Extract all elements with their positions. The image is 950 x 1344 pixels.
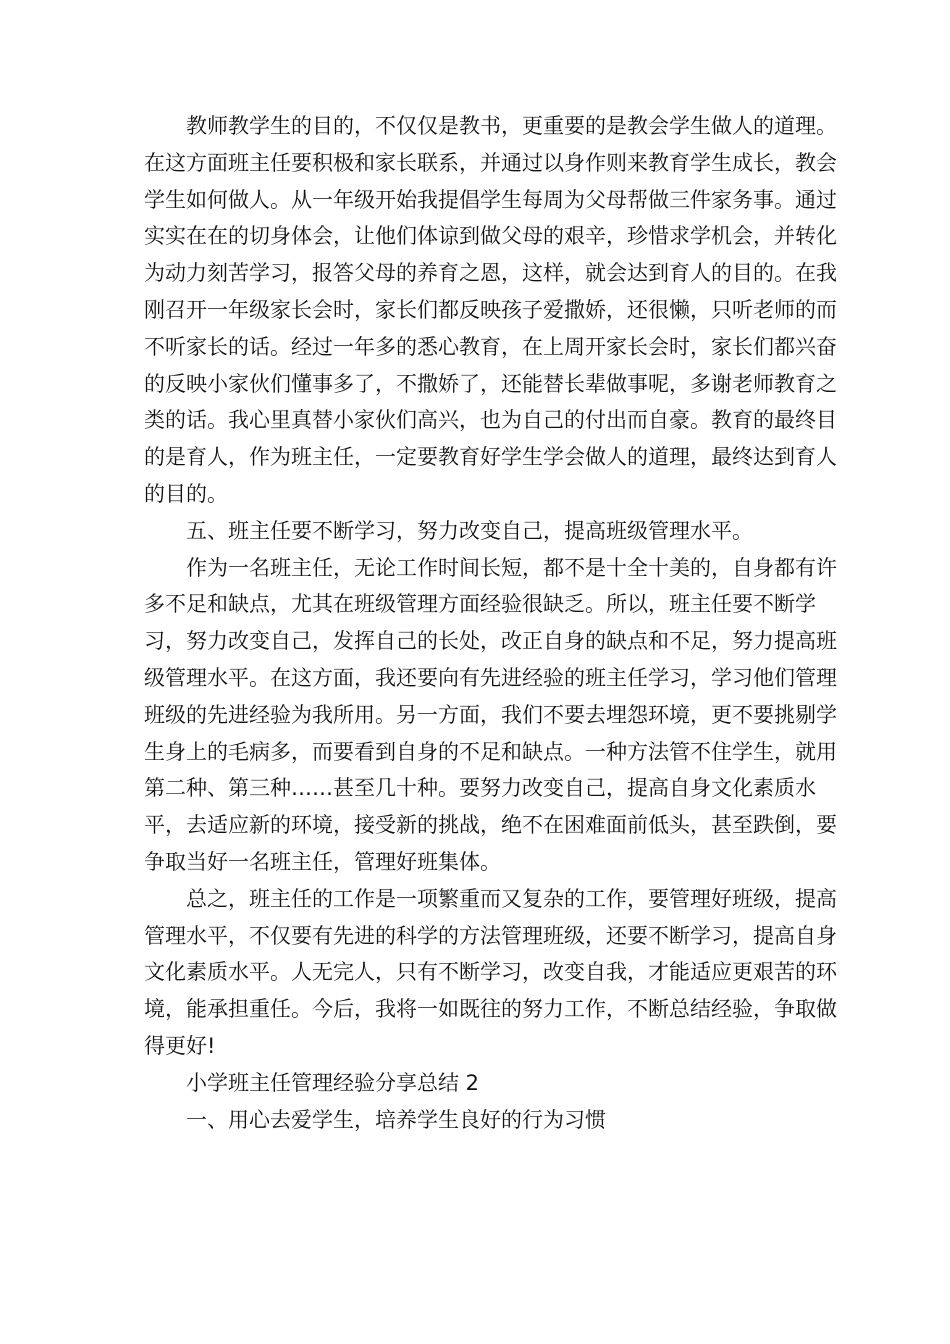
article-title: 小学班主任管理经验分享总结 2 bbox=[186, 1070, 480, 1095]
paragraph-3: 总之，班主任的工作是一项繁重而又复杂的工作，要管理好班级，提高管理水平，不仅要有先进的科学的方法管理班级，还要不断学习，提高自身文化素质水平。人无完人，只有不断学习，改变自我，才能适应更艰苦的环境，能承担重任。今后，我将一如既往的努力工作，不断总结经验，争取做得更好! bbox=[144, 886, 837, 1058]
paragraph-1: 教师教学生的目的，不仅仅是教书，更重要的是教会学生做人的道理。在这方面班主任要积极和家长联系，并通过以身作则来教育学生成长，教会学生如何做人。从一年级开始我提倡学生每周为父母帮做三件家务事。通过实实在在的切身体会，让他们体谅到做父母的艰辛，珍惜求学机会，并转化为动力刻苦学习，报答父母的养育之恩，这样，就会达到育人的目的。在我刚召开一年级家长会时，家长们都反映孩子爱撒娇，还很懒，只听老师的而不听家长的话。经过一年多的悉心教育，在上周开家长会时，家长们都兴奋的反映小家伙们懂事多了，不撒娇了，还能替长辈做事呢，多谢老师教育之类的话。我心里真替小家伙们高兴，也为自己的付出而自豪。教育的最终目的是育人，作为班主任，一定要教育好学生学会做人的道理，最终达到育人的目的。 bbox=[144, 114, 837, 506]
paragraph-2: 作为一名班主任，无论工作时间长短，都不是十全十美的，自身都有许多不足和缺点，尤其在班级管理方面经验很缺乏。所以，班主任要不断学习，努力改变自己，发挥自己的长处，改正自身的缺点和不足，努力提高班级管理水平。在这方面，我还要向有先进经验的班主任学习，学习他们管理班级的先进经验为我所用。另一方面，我们不要去埋怨环境，更不要挑剔学生身上的毛病多，而要看到自身的不足和缺点。一种方法管不住学生，就用第二种、第三种……甚至几十种。要努力改变自己，提高自身文化素质水平，去适应新的环境，接受新的挑战，绝不在困难面前低头，甚至跌倒，要争取当好一名班主任，管理好班集体。 bbox=[144, 555, 837, 874]
section-heading-1: 一、用心去爱学生，培养学生良好的行为习惯 bbox=[186, 1107, 606, 1132]
section-heading-5: 五、班主任要不断学习，努力改变自己，提高班级管理水平。 bbox=[186, 518, 753, 543]
document-body bbox=[144, 108, 844, 1138]
